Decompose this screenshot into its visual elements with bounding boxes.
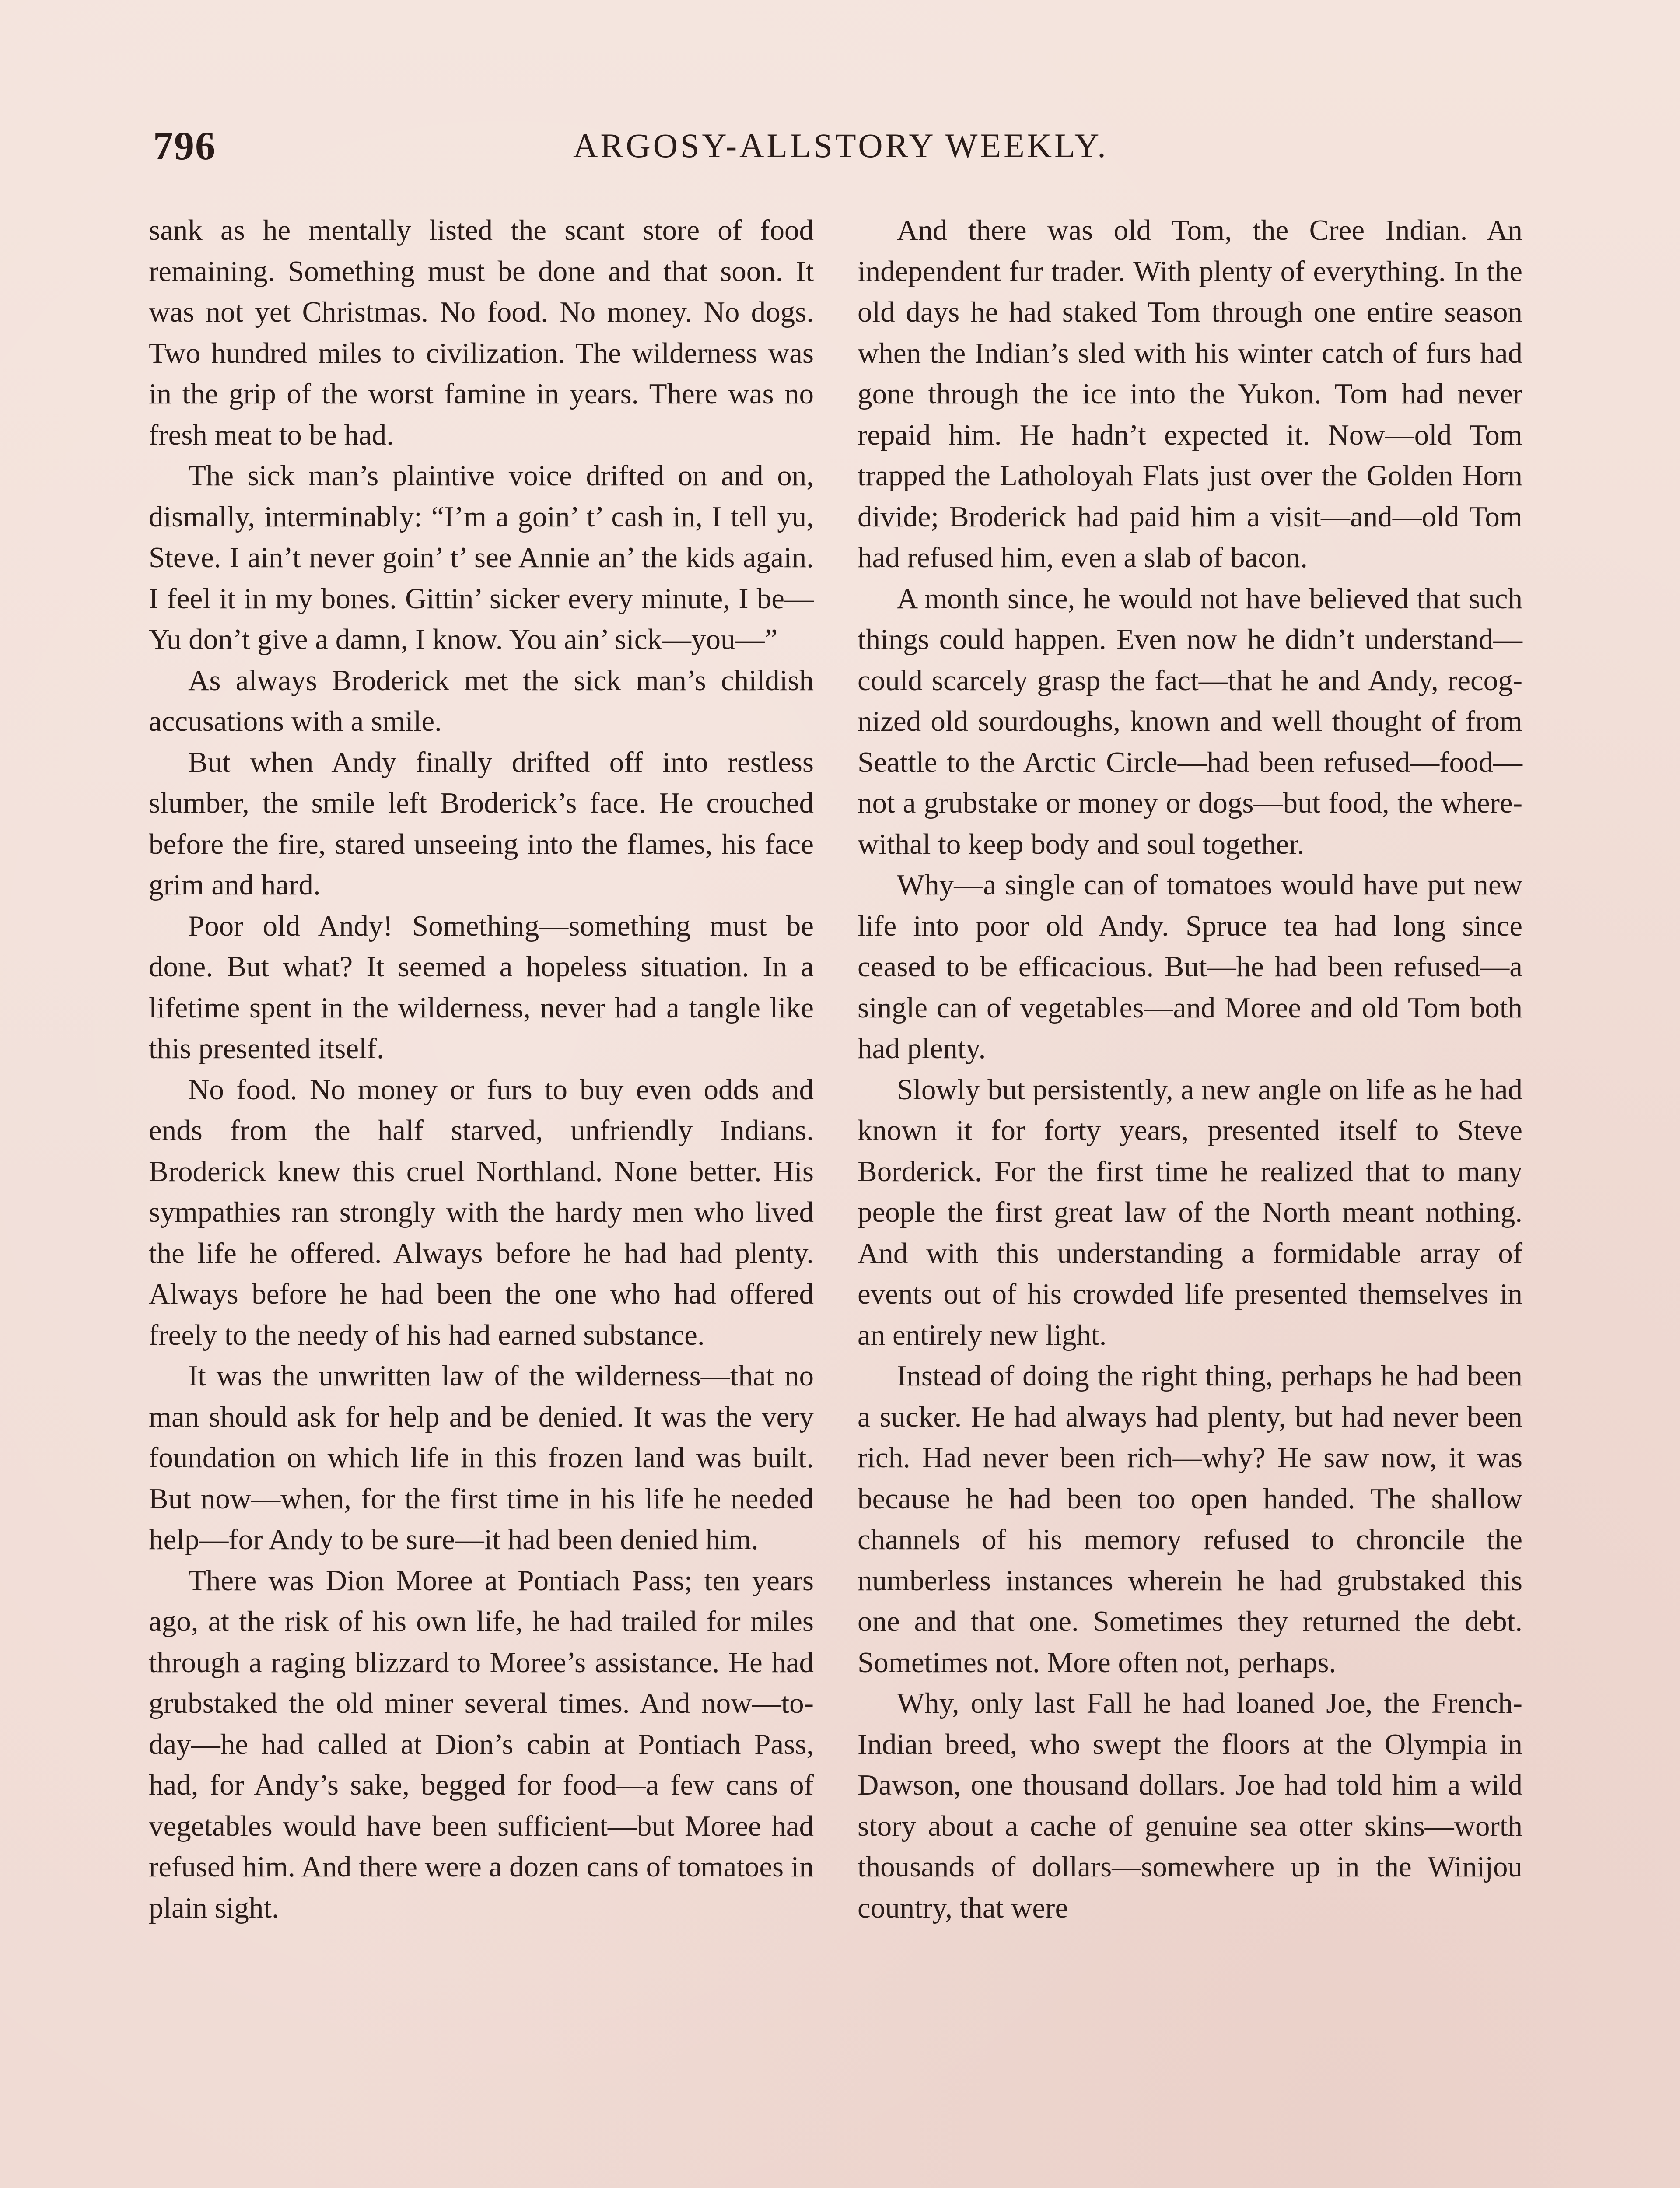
page-number: 796: [153, 123, 216, 168]
right-column: [858, 210, 1522, 1929]
paragraph: Instead of doing the right thing, perhaps he had been a sucker. He had always had plenty, but had never been rich. Had never been rich—why? He saw now, it was because he had been too open handed. The shallow channels of his memory refused to chroncile the numberless instances wherein he had grubstaked this one and that one. Sometimes they returned the debt. Sometimes not. More often not, perhaps.: [858, 1360, 1522, 1679]
paragraph: Why, only last Fall he had loaned Joe, the French-Indian breed, who swept the floors at the Olympia in Dawson, one thousand dollars. Joe had told him a wild story about a cache of genuine sea otter skins—worth thousands of dollars—somewhere up in the Winijou country, that were: [858, 1687, 1522, 1924]
paragraph: A month since, he would not have believed that such things could happen. Even now he didn’t understand—could scarcely grasp the fact—that he and Andy, recognized old sourdoughs, known and well thought of from Seattle to the Arctic Circle—had been refused—food—not a grubstake or money or dogs—but food, the wherewithal to keep body and soul together.: [858, 582, 1522, 860]
paragraph: Why—a single can of tomatoes would have put new life into poor old Andy. Spruce tea had long since ceased to be efficacious. But—he had been refused—a single can of vegetables—and Moree and old Tom both had plenty.: [858, 869, 1522, 1065]
paragraph: As always Broderick met the sick man’s childish accusations with a smile.: [149, 664, 814, 737]
paragraph: Slowly but persistently, a new angle on life as he had known it for forty years, presented itself to Steve Borderick. For the first time he realized that to many people the first great law of the North meant nothing. And with this understanding a formidable array of events out of his crowded life presented themselves in an entirely new light.: [858, 1073, 1522, 1351]
page-header: [153, 123, 1540, 193]
paragraph: But when Andy finally drifted off into restless slumber, the smile left Broderick’s face. He crouched before the fire, stared unseeing into the flames, his face grim and hard.: [149, 746, 814, 901]
paragraph: And there was old Tom, the Cree Indian. An independent fur trader. With plenty of everything. In the old days he had staked Tom through one entire season when the Indian’s sled with his winter catch of furs had gone through the ice into the Yukon. Tom had never repaid him. He hadn’t expected it. Now—old Tom trapped the Latholoyah Flats just over the Golden Horn divide; Broderick had paid him a visit—and—old Tom had refused him, even a slab of bacon.: [858, 214, 1522, 574]
paragraph: The sick man’s plaintive voice drifted on and on, dismally, interminably: “I’m a goin’ t’ cash in, I tell yu, Steve. I ain’t never goin’ t’ see Annie an’ the kids again. I feel it in my bones. Gittin’ sicker every minute, I be— Yu don’t give a damn, I know. You ain’ sick—you—”: [149, 459, 814, 656]
left-column: [149, 210, 814, 1929]
paragraph: No food. No money or furs to buy even odds and ends from the half starved, unfriendly Indians. Broderick knew this cruel Northland. None better. His sympathies ran strongly with the hardy men who lived the life he offered. Always before he had had plenty. Always before he had been the one who had offered freely to the needy of his had earned substance.: [149, 1073, 814, 1351]
paragraph: There was Dion Moree at Pontiach Pass; ten years ago, at the risk of his own life, he had trailed for miles through a raging blizzard to Moree’s assistance. He had grubstaked the old miner several times. And now—to-day—he had called at Dion’s cabin at Pontiach Pass, had, for Andy’s sake, begged for food—a few cans of vegetables would have been sufficient—but Moree had refused him. And there were a dozen cans of tomatoes in plain sight.: [149, 1564, 814, 1924]
paragraph: Poor old Andy! Something—something must be done. But what? It seemed a hopeless situation. In a lifetime spent in the wilderness, never had a tangle like this presented itself.: [149, 909, 814, 1065]
paragraph: It was the unwritten law of the wilderness—that no man should ask for help and be denied. It was the very foundation on which life in this frozen land was built. But now—when, for the first time in his life he needed help—for Andy to be sure—it had been denied him.: [149, 1360, 814, 1556]
paragraph: sank as he mentally listed the scant store of food remaining. Something must be done and that soon. It was not yet Christmas. No food. No money. No dogs. Two hundred miles to civilization. The wilderness was in the grip of the worst famine in years. There was no fresh meat to be had.: [149, 214, 814, 451]
running-head: ARGOSY-ALLSTORY WEEKLY.: [573, 126, 1109, 165]
